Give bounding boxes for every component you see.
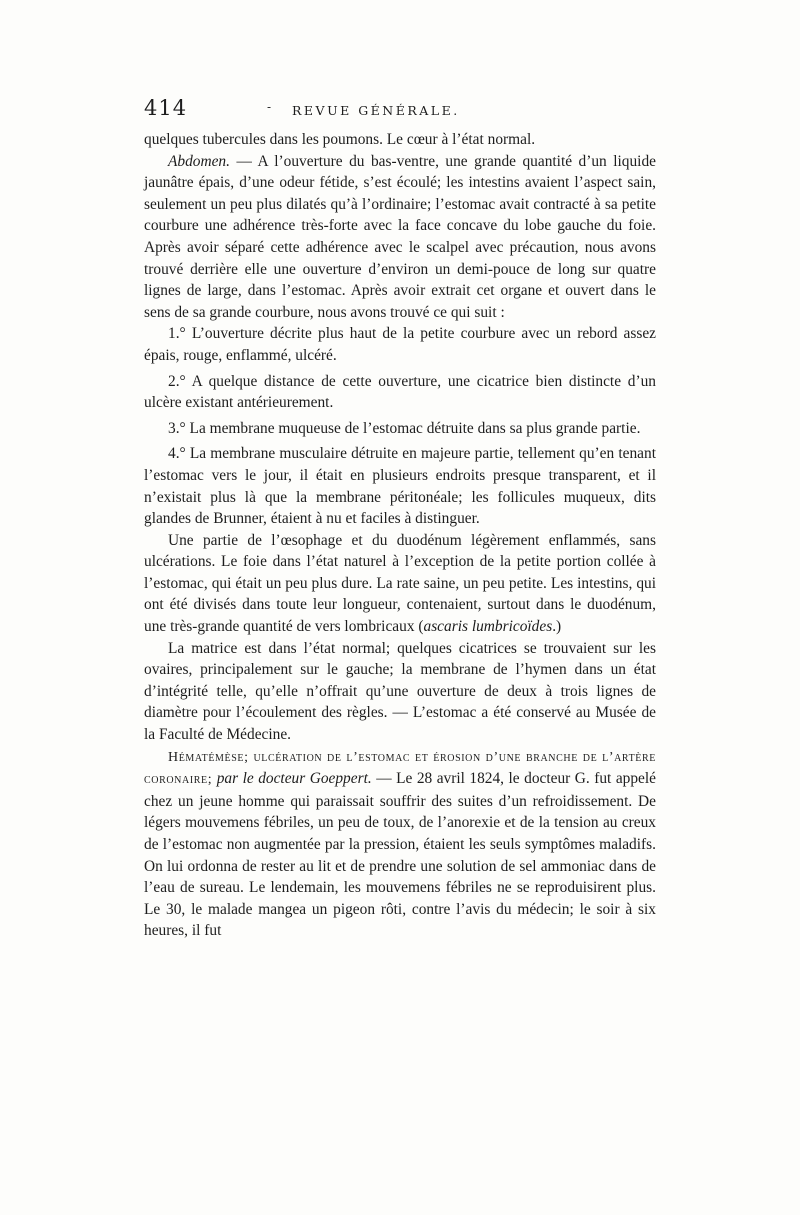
oesophagus-text: Une partie de l’œsophage et du duodénum légèrement enflammés, sans ulcérations. Le foie dans l’état naturel à l’exception de la petite portion collée à l’estomac, qui était un peu plus dure. La rate saine, un peu petite. Les intestins, qui ont été divisés dans toute leur longueur, contenaient, surtout dans le duodénum, une très-grande quantité de vers lombricaux ( — [144, 531, 656, 636]
finding-item-4: 4.° La membrane musculaire détruite en majeure partie, tellement qu’en tenant l’estomac vers le jour, il était en plusieurs endroits presque transparent, et il n’existait plus là que la membrane péritonéale; les follicules muqueux, dits glandes de Brunner, étaient à nu et faciles à distinguer. — [144, 445, 656, 528]
oesophagus-end: .) — [552, 618, 562, 636]
finding-item-1: 1.° L’ouverture décrite plus haut de la petite courbure avec un rebord assez épais, rouge, enflammé, ulcéré. — [144, 325, 656, 364]
paragraph-hematemese — [144, 746, 656, 942]
paragraph-matrice: La matrice est dans l’état normal; quelques cicatrices se trouvaient sur les ovaires, principalement sur le gauche; la membrane de l’hymen dans un état d’intégrité telle, qu’elle n’offrait qu’une ouverture de deux à trois lignes de diamètre pour l’écoulement des règles. — L’estomac a été conservé au Musée de la Faculté de Médecine. — [144, 639, 656, 744]
hematemese-author: par le docteur Goeppert. — [212, 770, 372, 788]
paragraph-oesophagus — [144, 530, 656, 638]
hematemese-text: — Le 28 avril 1824, le docteur G. fut appelé chez un jeune homme qui paraissait souffrir des suites d’un refroidissement. De légers mouvemens fébriles, un peu de toux, de l’anorexie et de la tension au creux de l’estomac non augmentée par la pression, étaient les seuls symptômes maladifs. On lui ordonna de rester au lit et de prendre une solution de sel ammoniac dans de l’eau de sureau. Le lendemain, les mouvemens fébriles ne se reproduisirent plus. Le 30, le malade mangea un pigeon rôti, contre l’avis du médecin; le soir à six heures, il fut — [144, 770, 656, 940]
abdomen-label: Abdomen. — [168, 152, 230, 170]
header-dash: - — [267, 100, 272, 114]
finding-item-3: 3.° La membrane muqueuse de l’estomac détruite dans sa plus grande partie. — [168, 419, 641, 437]
page-number: 414 — [144, 96, 188, 120]
page-header — [144, 96, 656, 128]
hematemese-title: Hématémèse; ulcération de l’estomac et érosion d’une branche de l’artère coronaire; — [144, 749, 656, 788]
paragraph-abdomen — [144, 151, 656, 324]
abdomen-text: — A l’ouverture du bas-ventre, une grande quantité d’un liquide jaunâtre épais, d’une odeur fétide, s’est écoulé; les intestins avaient l’aspect sain, seulement un peu plus dilatés qu’à l’ordinaire; l’estomac avait contracté à sa petite courbure une adhérence très-forte avec la face concave du lobe gauche du foie. Après avoir séparé cette adhérence avec le scalpel avec précaution, nous avons trouvé derrière elle une ouverture d’environ un demi-pouce de long sur quatre lignes de large, dans l’estomac. Après avoir extrait cet organe et ouvert dans le sens de sa grande courbure, nous avons trouvé ce qui suit : — [144, 152, 656, 321]
finding-item-2: 2.° A quelque distance de cette ouverture, une cicatrice bien distincte d’un ulcère existant antérieurement. — [144, 372, 656, 412]
running-title: REVUE GÉNÉRALE. — [292, 103, 460, 118]
ascaris-term: ascaris lumbricoïdes — [423, 618, 553, 636]
body-text — [144, 129, 656, 942]
paragraph-lungs: quelques tubercules dans les poumons. Le cœur à l’état normal. — [144, 131, 536, 148]
